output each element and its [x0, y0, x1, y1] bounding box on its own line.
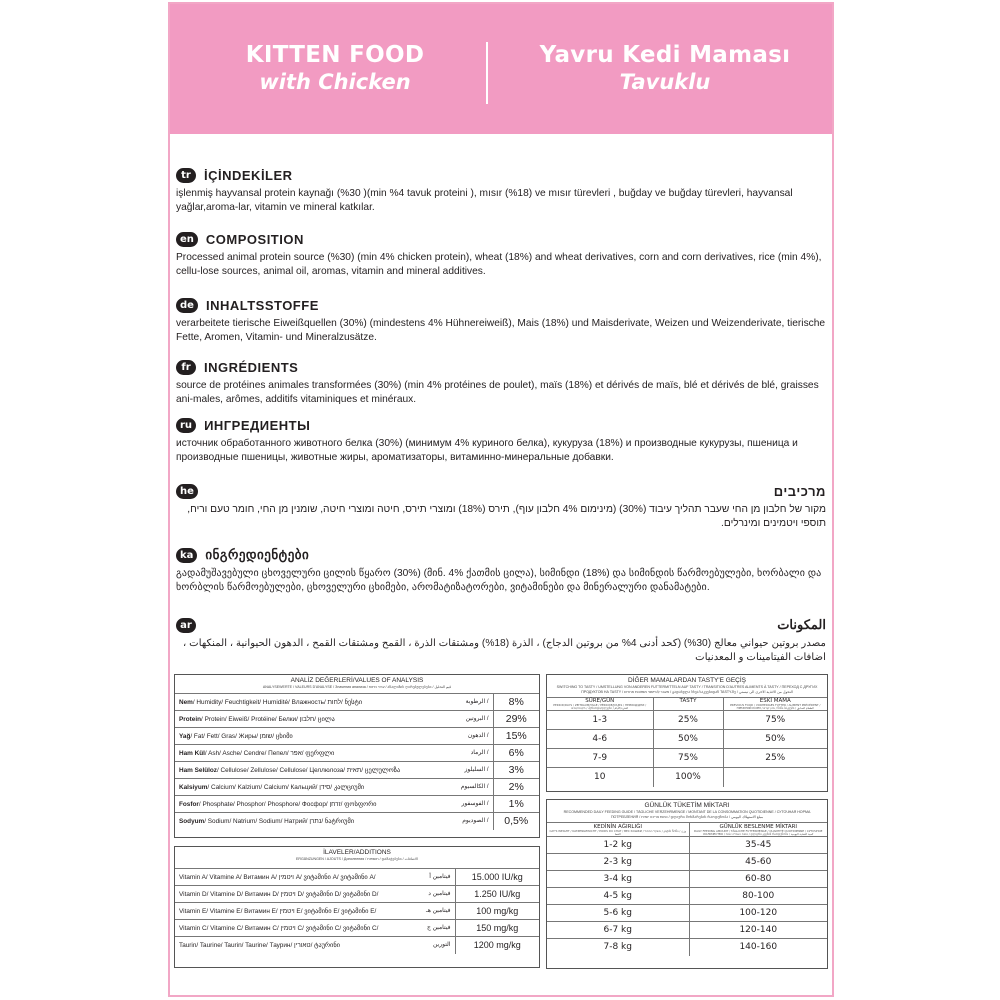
language-badge: fr — [176, 360, 196, 375]
english-title: KITTEN FOOD — [245, 42, 425, 68]
table-row: 1-2 kg 35-45 — [547, 837, 827, 854]
section-en — [176, 230, 826, 279]
english-title-block — [180, 42, 490, 94]
table-row: 7-9 75% 25% — [547, 749, 827, 768]
english-subtitle: with Chicken — [259, 70, 411, 94]
section-body: გადამუშავებული ცხოველური ცილის წყარო (30%) (მინ. 4% ქათმის ცილა), სიმინდი (18%) და სიმინდის წარმოებულები, ხორბალი და ხორბლის წარმოებულები, ცხოველური ცხიმები, არომატიზატორები, ვიტამინები და მინერალური დანამატები. — [176, 568, 822, 593]
feeding-grid — [547, 822, 827, 956]
table-row: 10 100% — [547, 768, 827, 787]
table-row: Fosfor/ Phosphate/ Phosphor/ Phosphore/ Фосфор/ זרחן/ ფოსფორი الفوسفور / 1% — [175, 796, 539, 813]
table-row: Vitamin C/ Vitamine C/ Витамин C/ ויטמין C/ ვიტამინი C/ ვიტამინი C/ فيتامين ج 150 mg/kg — [175, 920, 539, 937]
table-row: 2-3 kg 45-60 — [547, 854, 827, 871]
table-row: Protein/ Protein/ Eiweiß/ Protéine/ Белки/ חלבון/ ცილა البروتين / 29% — [175, 711, 539, 728]
feeding-title: GÜNLÜK TÜKETİM MİKTARI — [644, 802, 730, 809]
table-header-row: SÜRE/GÜN PERIOD/DAYS / ZEITRAUM/TAGE / PÉRIODE/JOURS / ПЕРИОД/ДНИ / תקופה/ימים / პერიოდი/დღეები / الفترة/الأيام TASTY ESKİ MAMA PREVIOUS FOOD / VORHERIGES FUTTER / ALIMENT PRÉCÉDENT / ПРЕЖНИЙ КОРМ / מזון קודם / წინა საკვები / الطعام السابق — [547, 698, 827, 711]
section-body: Processed animal protein source (%30) (min 4% chicken protein), wheat (18%) and wheat derivatives, corn and corn derivatives, rice (min 4%), cellu-lose sources, animal oil, aromas, vitamin and mineral additives. — [176, 252, 822, 277]
table-row: 7-8 kg 140-160 — [547, 939, 827, 956]
table-row: Vitamin A/ Vitamine A/ Витамин A/ ויטמין A/ ვიტამინი A/ ვიტამინი A/ فيتامين أ 15.000 IU/kg — [175, 869, 539, 886]
table-row: Ham Selüloz/ Cellulose/ Zellulose/ Cellulose/ Целлюлоза/ תאית/ ცელულოზა السليلوز / 3% — [175, 762, 539, 779]
section-title: INHALTSSTOFFE — [205, 297, 319, 313]
label-sheet — [168, 2, 834, 997]
analysis-subtitle: ANALYSEWERTE / VALEURS D'ANALYSE / Значения анализа / ערכי ניתוח / ანალიზის ღირებულებები / قيم التحليل — [262, 685, 452, 689]
table-row: Vitamin E/ Vitamine E/ Витамин E/ ויטמין E/ ვიტამინი E/ ვიტამინი E/ فيتامين هـ 100 mg/kg — [175, 903, 539, 920]
section-tr — [176, 166, 826, 215]
section-de — [176, 296, 826, 345]
analysis-title: ANALİZ DEĞERLERİ/VALUES OF ANALYSIS — [290, 677, 424, 684]
additions-title: İLAVELER/ADDITIONS — [323, 849, 391, 856]
additions-grid — [175, 868, 539, 954]
table-row: Vitamin D/ Vitamine D/ Витамин D/ ויטמין D/ ვიტამინი D/ ვიტამინი D/ فيتامين د 1.250 IU/kg — [175, 886, 539, 903]
section-title: COMPOSITION — [205, 231, 304, 247]
switching-title: DİĞER MAMALARDAN TASTY'E GEÇİŞ — [627, 677, 747, 684]
title-banner — [170, 4, 832, 134]
section-title: İÇİNDEKİLER — [204, 167, 293, 183]
turkish-subtitle: Tavuklu — [619, 70, 711, 94]
section-fr — [176, 358, 826, 407]
language-badge: de — [176, 298, 198, 313]
section-ka — [176, 546, 826, 595]
table-row: Sodyum/ Sodium/ Natrium/ Sodium/ Натрий/ נתרן/ ნატრიუმი الصوديوم / 0,5% — [175, 813, 539, 830]
language-badge: he — [176, 484, 198, 499]
section-body: verarbeitete tierische Eiweißquellen (30%) (mindestens 4% Hühnereiweiß), Mais (18%) und Maisderivate, Weizen und Weizenderivate, tierische Fette, Aromen, Vitamin- und Mineralzusätze. — [176, 318, 826, 343]
analysis-grid — [175, 693, 539, 830]
table-row: Nem/ Humidity/ Feuchtigkeit/ Humidité/ Влажность/ לחות/ ნესტი الرطوبة / 8% — [175, 694, 539, 711]
table-row: 1-3 25% 75% — [547, 711, 827, 730]
table-row: 3-4 kg 60-80 — [547, 871, 827, 888]
switching-grid — [547, 697, 827, 787]
table-row: Taurin/ Taurine/ Taurin/ Taurine/ Таурин/ טאורין/ ტაურინი التورين 1200 mg/kg — [175, 937, 539, 954]
switching-table — [546, 674, 828, 792]
table-row: 4-6 50% 50% — [547, 730, 827, 749]
section-body: מקור של חלבון מן החי שעבר תהליך עיבוד (30%) (מינימום 4% חלבון עוף), תירס (18%) ומוצרי תירס, חיטה ומוצרי חיטה, שומנין מן החי, חומר טעם וריח, תוספי ויטמינים ומינרלים. — [187, 504, 826, 529]
section-body: işlenmiş hayvansal protein kaynağı (%30 )(min %4 tavuk proteini ), mısır (%18) ve mısır türevleri , buğday ve buğday türevleri, hayvansal yağlar,aroma-lar, vitamin ve mineral katkılar. — [176, 188, 793, 213]
table-row: Kalsiyum/ Calcium/ Kalzium/ Calcium/ Кальций/ סידן/ კალციუმი الكالسيوم / 2% — [175, 779, 539, 796]
turkish-title: Yavru Kedi Maması — [539, 42, 791, 68]
feeding-subtitle: RECOMMENDED DAILY FEEDING GUIDE / TÄGLICHE VERZEHRMENGE / MONTANT DE LA CONSOMMATION QUOTIDIENNE / СУТОЧНАЯ НОРМА ПОТРЕБЛЕНИЯ / כמות צריכה יומית / დღიური მოხმარების რაოდენობა / مبلغ الاستهلاك اليومي — [563, 810, 811, 819]
language-badge: en — [176, 232, 198, 247]
section-title: المكونات — [777, 617, 826, 632]
table-row: Ham Kül/ Ash/ Asche/ Cendre/ Пепел/ אפר/ ფერფლი الرماد / 6% — [175, 745, 539, 762]
language-badge: ru — [176, 418, 196, 433]
section-title: ИНГРЕДИЕНТЫ — [204, 417, 311, 433]
analysis-table — [174, 674, 540, 838]
table-row: Yağ/ Fat/ Fett/ Gras/ Жиры/ שומן/ ცხიმი الدهون / 15% — [175, 728, 539, 745]
section-title: מרכיבים — [773, 483, 826, 499]
section-ar — [176, 616, 826, 665]
table-row: 5-6 kg 100-120 — [547, 905, 827, 922]
section-body: источник обработанного животного белка (30%) (минимум 4% куриного белка), кукуруза (18%) и производные кукурузы, пшеница и производные пшеницы, животные жиры, ароматизаторы, витаминно-минеральные добавки. — [176, 438, 798, 463]
switching-subtitle: SWITCHING TO TASTY / UMSTELLUNG VON ANDEREN FUTTERMITTELN AUF TASTY / TRANSITION D'AUTRES ALIMENTS À TASTY / ПЕРЕХОД С ДРУГИХ ПРОДУКТОВ НА TASTY / מעבר לטייסטי ממזונות אחרים / გადასვლა სხვა საკვებიდან TASTY-ზე / التحول من الاغذية الاخرى الى تيستي — [556, 685, 818, 694]
section-title: ინგრედიენტები — [205, 547, 310, 562]
table-row: 6-7 kg 120-140 — [547, 922, 827, 939]
turkish-title-block — [510, 42, 820, 94]
language-badge: ar — [176, 618, 196, 633]
title-divider — [486, 42, 488, 104]
additions-subtitle: ERGÄNZUNGEN / AJOUTS / Дополнения / תוספות / დამატებები / الاضافات — [295, 857, 419, 861]
section-he — [176, 482, 826, 531]
language-badge: ka — [176, 548, 197, 563]
additions-table — [174, 846, 540, 968]
section-title: INGRÉDIENTS — [204, 359, 299, 375]
section-body: مصدر بروتين حيواني معالج (30%) (كحد أدنى 4% من بروتين الدجاج) ، الذرة (18%) ومشتقات الذرة ، القمح ومشتقات القمح ، الدهون الحيوانية ، المنكهات ، اضافات الفيتامينات و المعدنيات — [183, 638, 826, 663]
section-ru — [176, 416, 826, 465]
table-row: 4-5 kg 80-100 — [547, 888, 827, 905]
table-header-row: KEDİNİN AĞIRLIĞI CAT'S WEIGHT / KATZENGEWICHT / POIDS DU CHAT / ВЕС КОШКИ / משקל החתול / კატის წონა / وزن القط GÜNLÜK BESLENME MİKTARI DAILY FEEDING AMOUNT / TÄGLICHE FUTTERMENGE / QUANTITÉ QUOTIDIENNE / СУТОЧНОЕ КОЛИЧЕСТВО / כמות האכלה יומית / დღიური კვების რაოდენობა / كمية التغذية اليومية — [547, 823, 827, 837]
section-body: source de protéines animales transformées (30%) (min 4% protéines de poulet), maïs (18%) et dérivés de maïs, blé et dérivés de blé, graisses ani-males, arômes, additifs vitaminiques et minéraux. — [176, 380, 819, 405]
feeding-table — [546, 799, 828, 969]
language-badge: tr — [176, 168, 196, 183]
